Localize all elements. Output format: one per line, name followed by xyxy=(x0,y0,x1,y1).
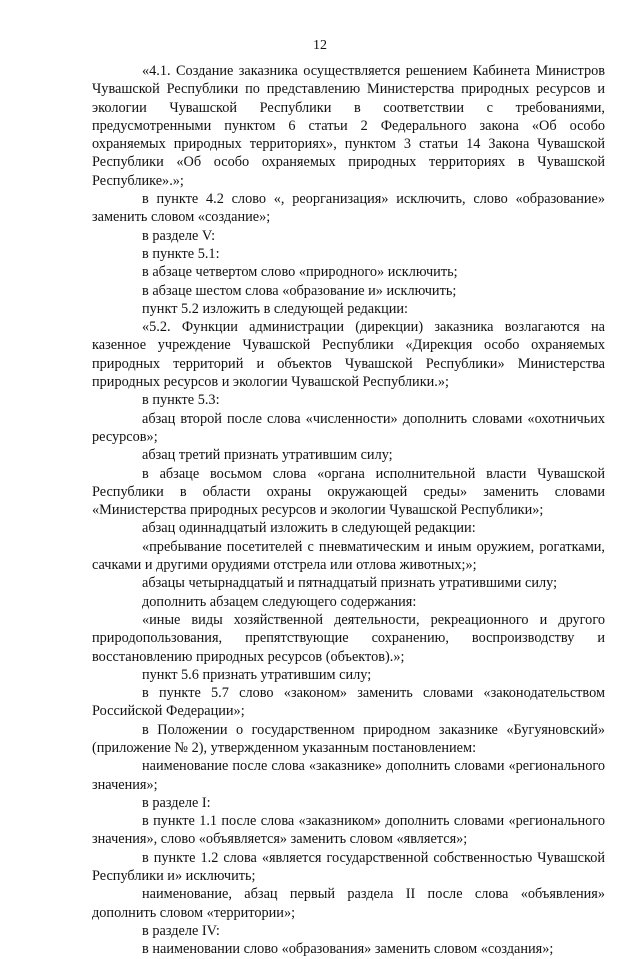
paragraph: абзац третий признать утратившим силу; xyxy=(142,447,393,464)
paragraph: в Положении о государственном природном заказнике «Бугуяновский» (приложение № 2), утвержденном указанным постановлением: xyxy=(92,721,605,756)
paragraph: абзац второй после слова «численности» дополнить словами «охотничьих ресурсов»; xyxy=(92,410,605,445)
paragraph: «5.2. Функции администрации (дирекции) заказника возлагаются на казенное учреждение Чувашской Республики «Дирекция особо охраняемых природных территорий и объектов Чувашской Республики» Министерства природных ресурсов и экологии Чувашской Республики.»; xyxy=(92,319,605,391)
paragraph: в пункте 5.7 слово «законом» заменить словами «законодательством Российской Федерации»; xyxy=(92,685,605,720)
page-number: 12 xyxy=(313,38,327,53)
paragraph: в разделе IV: xyxy=(142,922,220,939)
paragraph: в пункте 5.1: xyxy=(142,245,220,262)
paragraph: «иные виды хозяйственной деятельности, рекреационного и другого природопользования, препятствующие сохранению, воспроизводству и восстановлению природных ресурсов (объектов).»; xyxy=(92,611,605,665)
paragraph: дополнить абзацем следующего содержания: xyxy=(142,593,417,610)
paragraph: в разделе I: xyxy=(142,794,211,811)
paragraph: наименование, абзац первый раздела II после слова «объявления» дополнить словом «территории»; xyxy=(92,886,605,921)
paragraph: пункт 5.2 изложить в следующей редакции: xyxy=(142,300,409,317)
paragraph: абзац одиннадцатый изложить в следующей редакции: xyxy=(142,520,476,537)
paragraph: абзацы четырнадцатый и пятнадцатый признать утратившими силу; xyxy=(142,575,558,592)
paragraph: в абзаце четвертом слово «природного» исключить; xyxy=(142,264,458,281)
paragraph: в пункте 1.2 слова «является государственной собственностью Чувашской Республики и» исключить; xyxy=(92,849,605,885)
paragraph: «пребывание посетителей с пневматическим и иным оружием, рогатками, сачками и другими орудиями отстрела или отлова животных;»; xyxy=(92,538,605,574)
paragraph: наименование после слова «заказнике» дополнить словами «регионального значения»; xyxy=(92,758,605,793)
paragraph: в пункте 1.1 после слова «заказником» дополнить словами «регионального значения», слово «объявляется» заменить словом «является»; xyxy=(92,813,605,848)
paragraph: в абзаце восьмом слова «органа исполнительной власти Чувашской Республики в области охраны окружающей среды» заменить словами «Министерства природных ресурсов и экологии Чувашской Республики»; xyxy=(92,465,605,519)
paragraph: в разделе V: xyxy=(142,227,216,244)
document-body xyxy=(92,62,605,959)
paragraph: в наименовании слово «образования» заменить словом «создания»; xyxy=(142,941,554,958)
paragraph: в абзаце шестом слова «образование и» исключить; xyxy=(142,282,457,299)
paragraph: «4.1. Создание заказника осуществляется решением Кабинета Министров Чувашской Республики по представлению Министерства природных ресурсов и экологии Чувашской Республики в соответствии с требованиями, предусмотренными пунктом 6 статьи 2 Федерального закона «Об особо охраняемых природных территориях», пунктом 3 статьи 14 Закона Чувашской Республики «Об особо охраняемых природных территориях в Чувашской Республике».»; xyxy=(92,63,605,189)
paragraph: в пункте 4.2 слово «, реорганизация» исключить, слово «образование» заменить словом «создание»; xyxy=(92,191,605,226)
paragraph: в пункте 5.3: xyxy=(142,392,220,409)
paragraph: пункт 5.6 признать утратившим силу; xyxy=(142,666,372,683)
